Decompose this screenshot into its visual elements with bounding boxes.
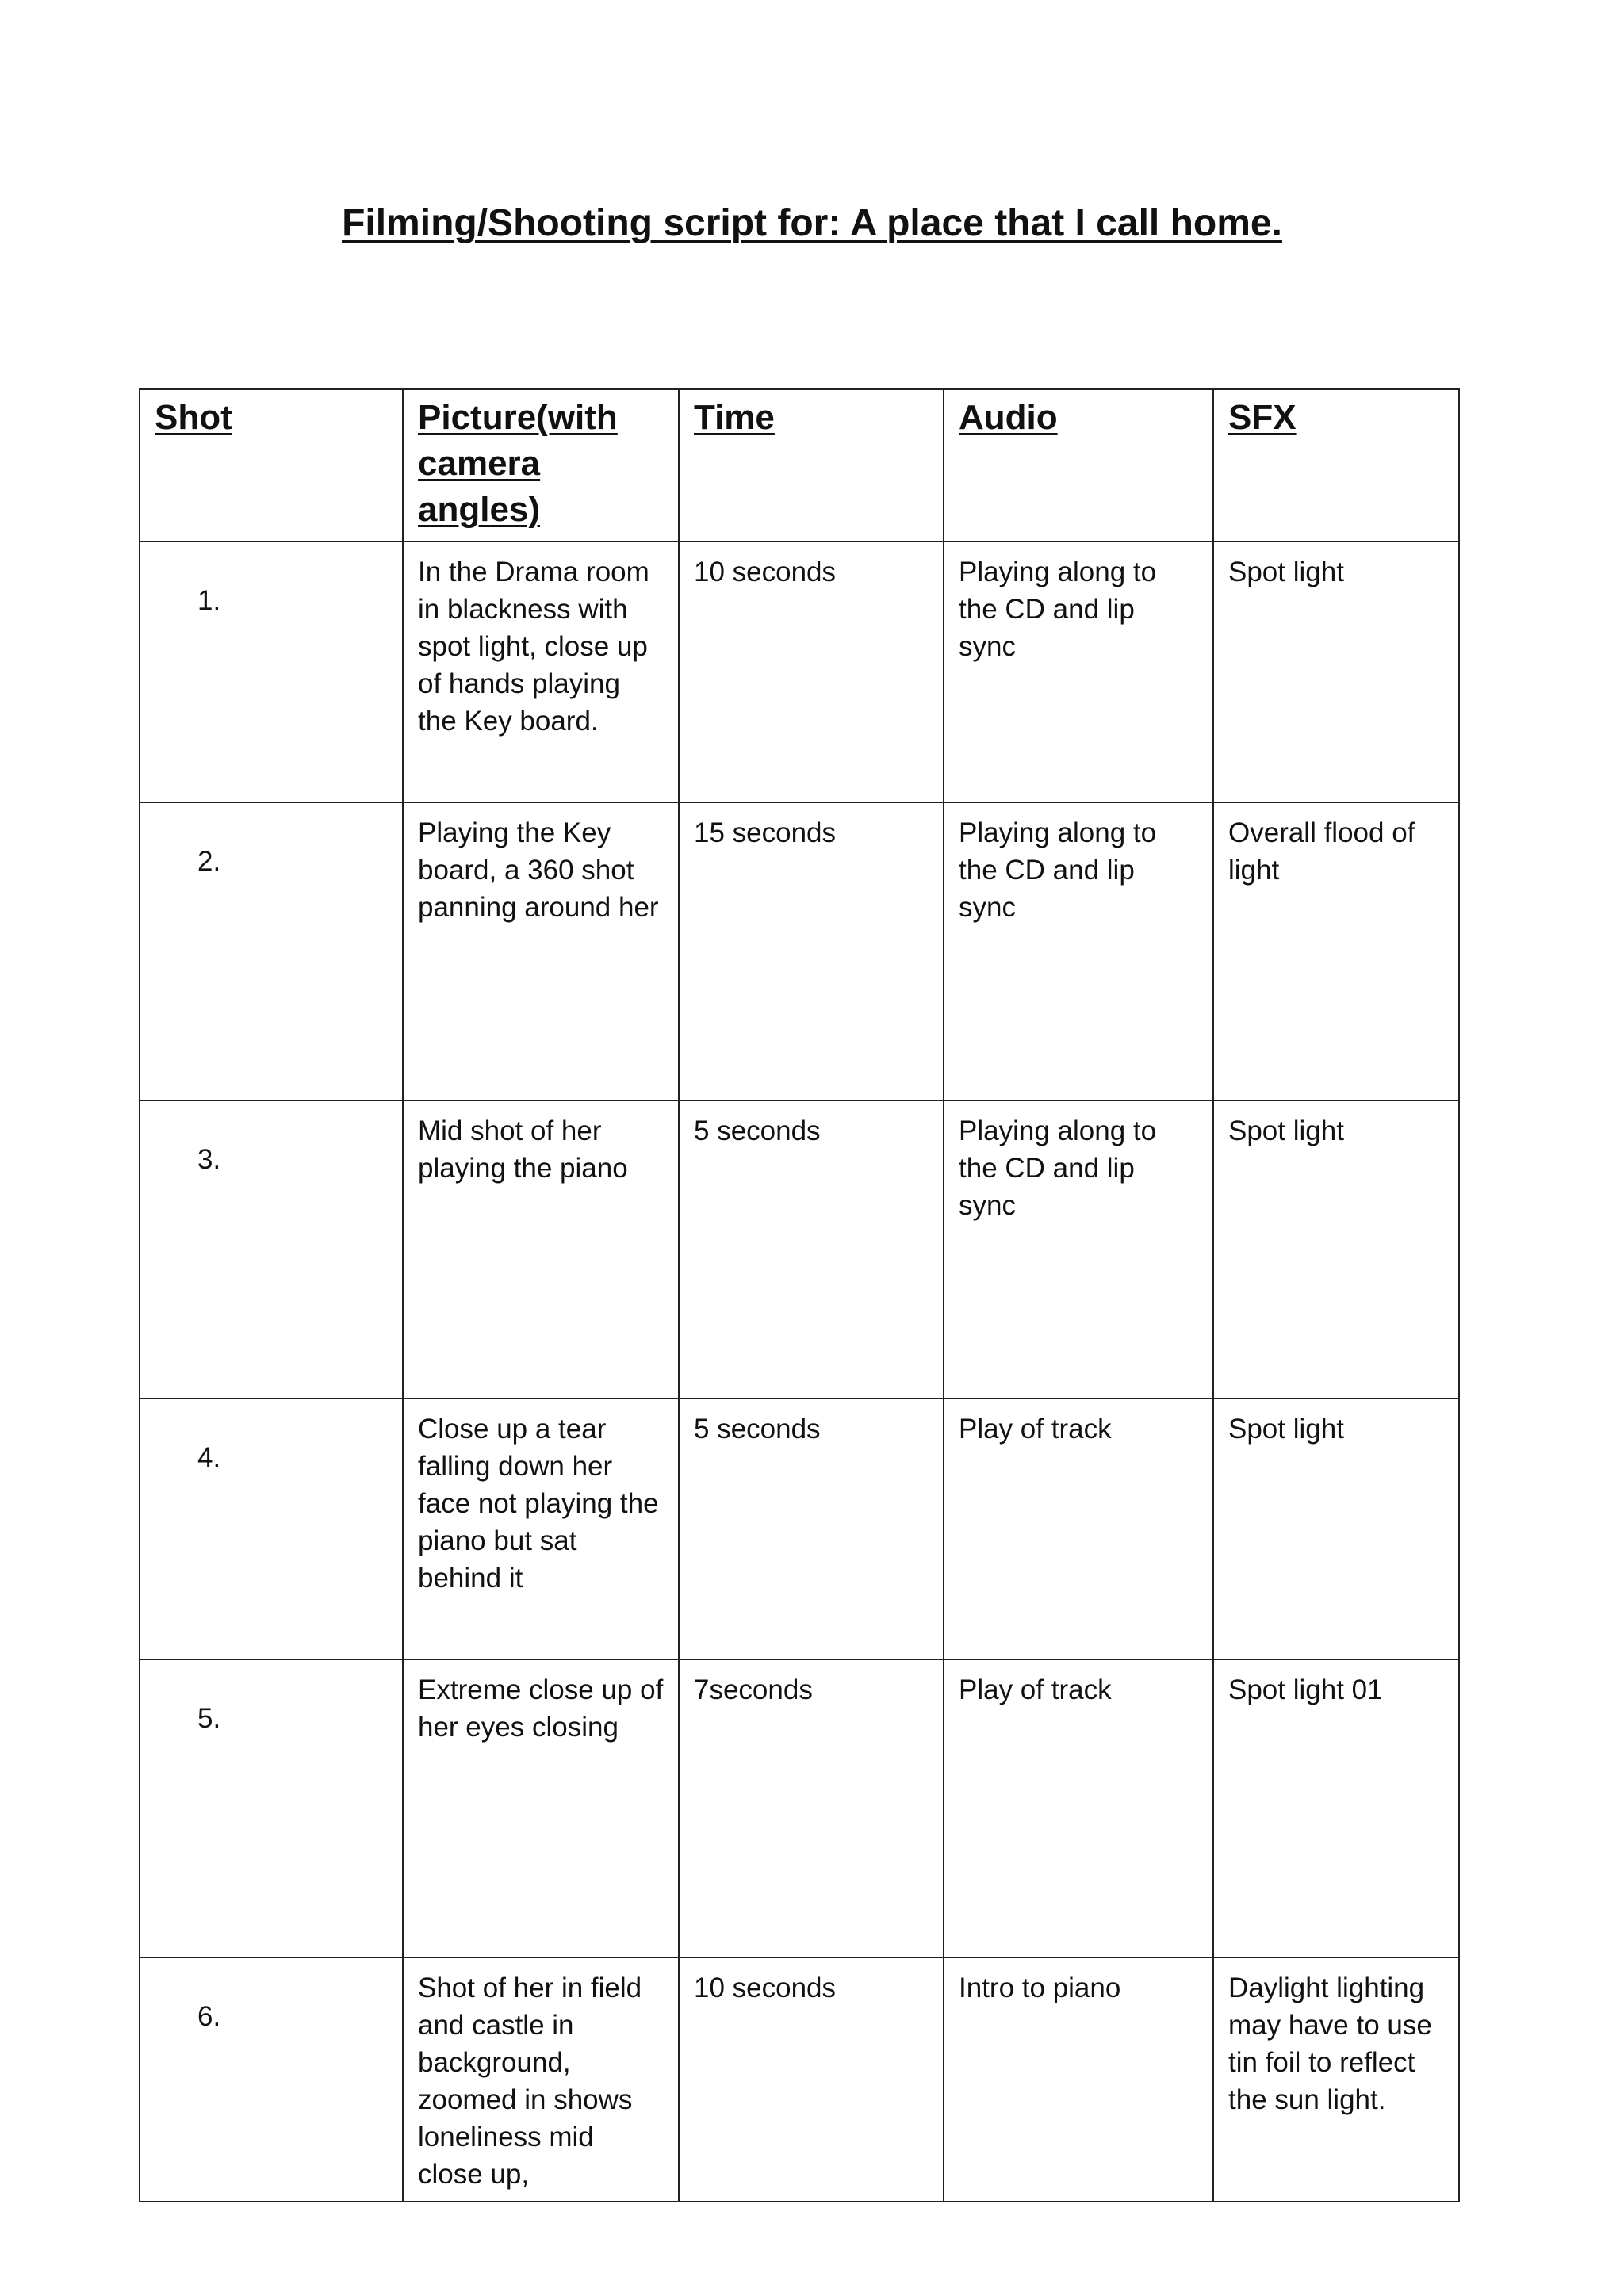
cell-sfx: Spot light xyxy=(1213,541,1459,802)
cell-time: 5 seconds xyxy=(679,1399,944,1659)
cell-shot: 1. xyxy=(140,541,403,802)
table-row xyxy=(140,1659,1459,1957)
header-time xyxy=(679,389,944,541)
cell-time: 5 seconds xyxy=(679,1100,944,1399)
cell-time: 7seconds xyxy=(679,1659,944,1957)
table-header-row xyxy=(140,389,1459,541)
cell-shot: 6. xyxy=(140,1957,403,2202)
cell-audio: Play of track xyxy=(944,1399,1213,1659)
cell-picture: Playing the Key board, a 360 shot panning around her xyxy=(403,802,679,1100)
cell-time: 10 seconds xyxy=(679,541,944,802)
cell-audio: Playing along to the CD and lip sync xyxy=(944,541,1213,802)
cell-shot: 2. xyxy=(140,802,403,1100)
cell-picture: Extreme close up of her eyes closing xyxy=(403,1659,679,1957)
cell-sfx: Spot light xyxy=(1213,1100,1459,1399)
table-row xyxy=(140,1399,1459,1659)
cell-picture: Mid shot of her playing the piano xyxy=(403,1100,679,1399)
header-sfx-label: SFX xyxy=(1228,398,1297,437)
cell-shot: 4. xyxy=(140,1399,403,1659)
page-title: Filming/Shooting script for: A place that I call home. xyxy=(342,202,1282,244)
cell-time: 10 seconds xyxy=(679,1957,944,2202)
cell-picture: Close up a tear falling down her face not playing the piano but sat behind it xyxy=(403,1399,679,1659)
cell-sfx: Spot light xyxy=(1213,1399,1459,1659)
table-row xyxy=(140,1100,1459,1399)
cell-audio: Intro to piano xyxy=(944,1957,1213,2202)
cell-picture: In the Drama room in blackness with spot light, close up of hands playing the Key board. xyxy=(403,541,679,802)
cell-sfx: Overall flood of light xyxy=(1213,802,1459,1100)
header-audio-label: Audio xyxy=(959,398,1058,437)
cell-sfx: Spot light 01 xyxy=(1213,1659,1459,1957)
header-picture-label: Picture(with camera angles) xyxy=(418,398,618,529)
table-row xyxy=(140,802,1459,1100)
shooting-script-table xyxy=(139,388,1460,2202)
cell-time: 15 seconds xyxy=(679,802,944,1100)
cell-shot: 5. xyxy=(140,1659,403,1957)
cell-audio: Playing along to the CD and lip sync xyxy=(944,802,1213,1100)
header-shot xyxy=(140,389,403,541)
header-picture xyxy=(403,389,679,541)
cell-sfx: Daylight lighting may have to use tin foil to reflect the sun light. xyxy=(1213,1957,1459,2202)
header-sfx xyxy=(1213,389,1459,541)
header-audio xyxy=(944,389,1213,541)
cell-picture: Shot of her in field and castle in background, zoomed in shows loneliness mid close up, xyxy=(403,1957,679,2202)
header-shot-label: Shot xyxy=(155,398,232,437)
cell-audio: Playing along to the CD and lip sync xyxy=(944,1100,1213,1399)
cell-audio: Play of track xyxy=(944,1659,1213,1957)
table-row xyxy=(140,541,1459,802)
header-time-label: Time xyxy=(694,398,775,437)
cell-shot: 3. xyxy=(140,1100,403,1399)
table-row xyxy=(140,1957,1459,2202)
